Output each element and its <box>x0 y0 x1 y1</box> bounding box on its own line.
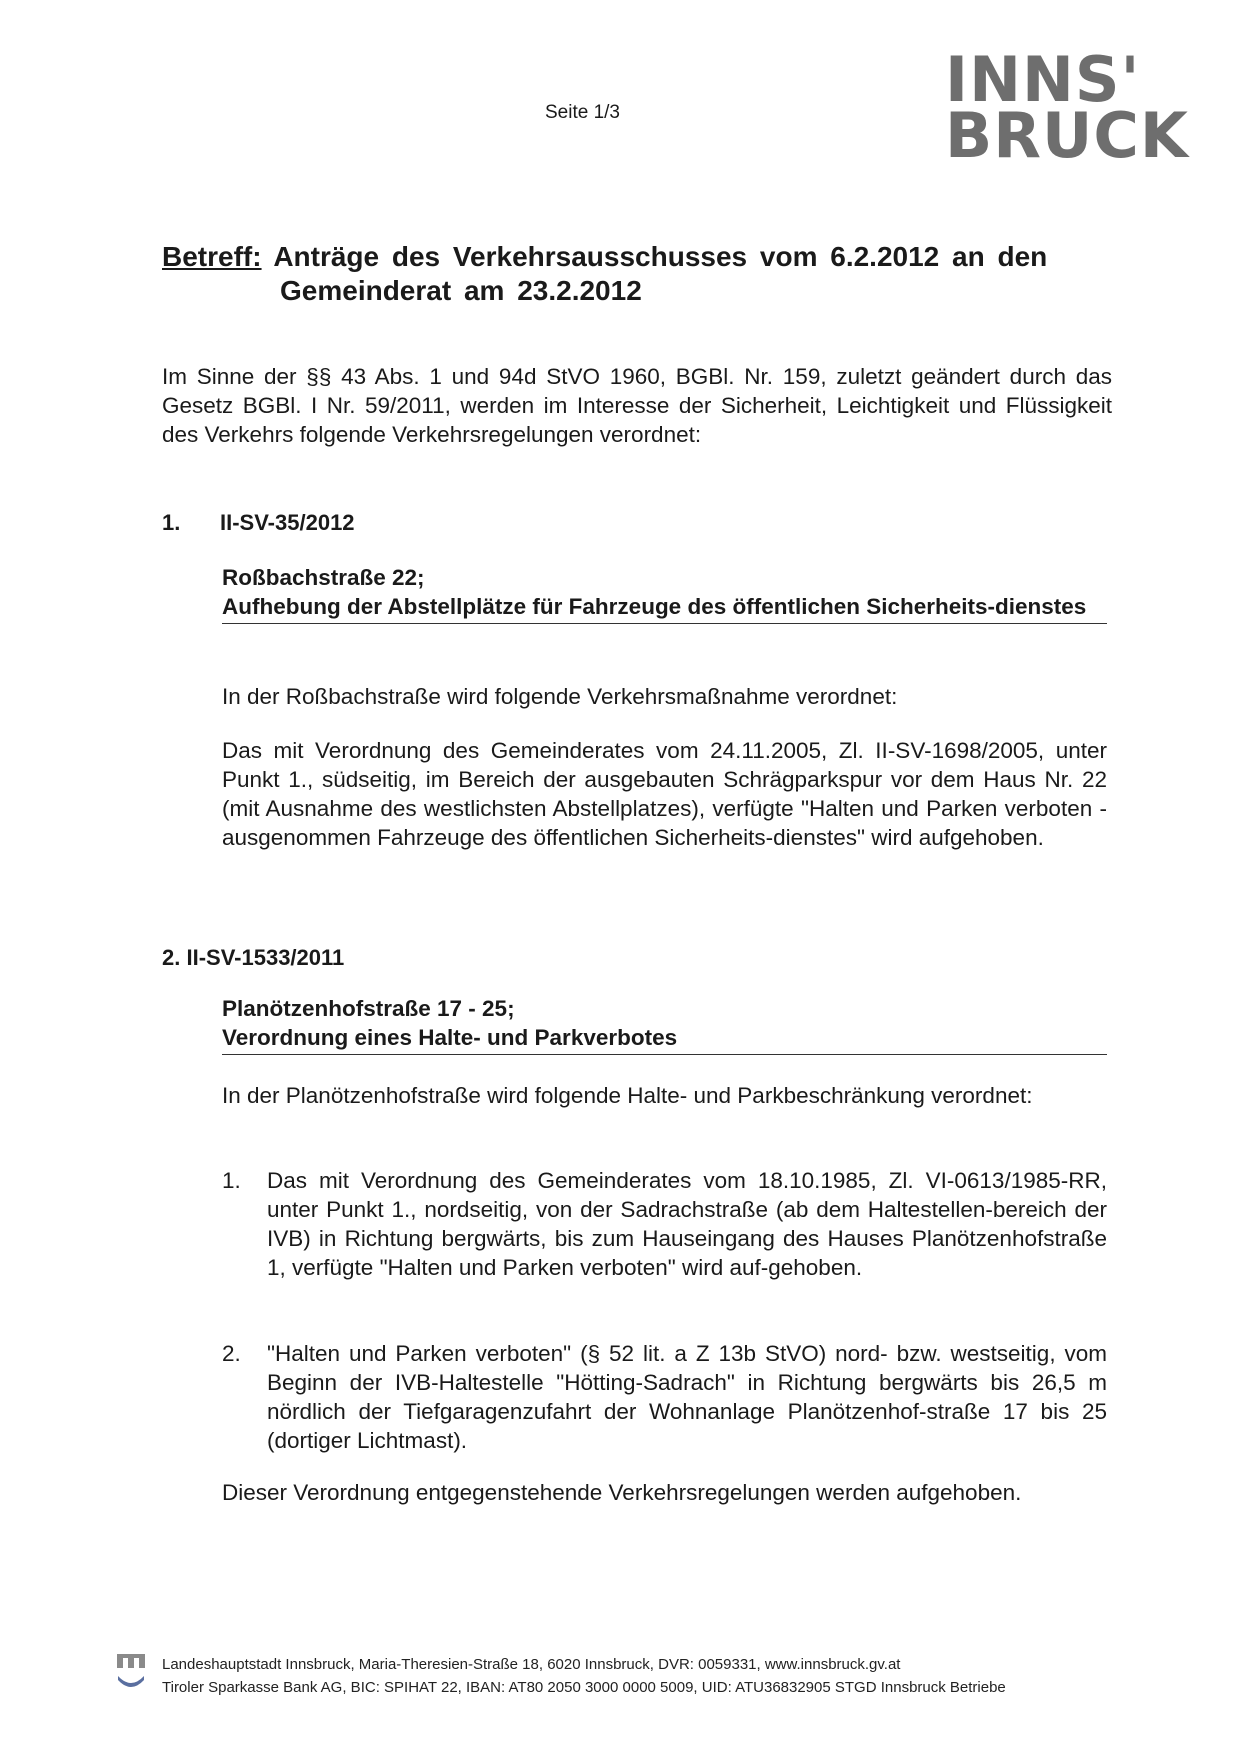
item-1-lead: In der Roßbachstraße wird folgende Verkehrsmaßnahme verordnet: <box>222 684 898 709</box>
logo-line-1: INNS' <box>945 43 1141 116</box>
city-emblem-icon <box>115 1652 147 1694</box>
item-1-title <box>222 563 1107 624</box>
item-2-code: II-SV-1533/2011 <box>186 945 345 970</box>
item-2-lead: In der Planötzenhofstraße wird folgende Halte- und Parkbeschränkung verordnet: <box>222 1083 1033 1108</box>
subitem-2-text: "Halten und Parken verboten" (§ 52 lit. a Z 13b StVO) nord- bzw. westseitig, vom Beginn der IVB-Haltestelle "Hötting-Sadrach" in Richtung bergwärts bis 26,5 m nördlich der Tiefgaragenzufahrt der Wohnanlage Planötzenhof-straße 17 bis 25 (dortiger Lichtmast). <box>267 1341 1107 1453</box>
item-1-text: Das mit Verordnung des Gemeinderates vom 24.11.2005, Zl. II-SV-1698/2005, unter Punkt 1., südseitig, im Bereich der ausgebauten Schrägparkspur vor dem Haus Nr. 22 (mit Ausnahme des westlichsten Abstellplatzes), verfügte "Halten und Parken verboten - ausgenommen Fahrzeuge des öffentlichen Sicherheits-dienstes" wird aufgehoben. <box>222 738 1107 850</box>
item-1-code: II-SV-35/2012 <box>220 510 355 535</box>
item-2-title <box>222 994 1107 1055</box>
footer <box>162 1653 1006 1699</box>
subject-line-1: Anträge des Verkehrsausschusses vom 6.2.2012 an den <box>273 241 1048 272</box>
item-2-heading <box>162 945 344 971</box>
intro-paragraph: Im Sinne der §§ 43 Abs. 1 und 94d StVO 1960, BGBl. Nr. 159, zuletzt geändert durch das Gesetz BGBl. I Nr. 59/2011, werden im Interesse der Sicherheit, Leichtigkeit und Flüssigkeit des Verkehrs folgende Verkehrsregelungen verordnet: <box>162 364 1112 447</box>
subject-label: Betreff: <box>162 241 262 272</box>
subitem-2-number: 2. <box>222 1341 241 1366</box>
subject-line-2: Gemeinderat am 23.2.2012 <box>280 275 642 306</box>
item-2-number: 2. <box>162 945 181 970</box>
closing-statement: Dieser Verordnung entgegenstehende Verkehrsregelungen werden aufgehoben. <box>222 1480 1022 1505</box>
subitem-1-text: Das mit Verordnung des Gemeinderates vom 18.10.1985, Zl. VI-0613/1985-RR, unter Punkt 1., nordseitig, von der Sadrachstraße (ab dem Haltestellen-bereich der IVB) in Richtung bergwärts, bis zum Hauseingang des Hauses Planötzenhofstraße 1, verfügte "Halten und Parken verboten" wird auf-gehoben. <box>267 1168 1107 1280</box>
subitem-1-number: 1. <box>222 1168 241 1193</box>
item-1-number: 1. <box>162 510 181 535</box>
subject-heading <box>162 240 1112 308</box>
item-1-title-line-1: Roßbachstraße 22; <box>222 565 425 590</box>
footer-line-2: Tiroler Sparkasse Bank AG, BIC: SPIHAT 22, IBAN: AT80 2050 3000 0000 5009, UID: ATU36832905 STGD Innsbruck Betriebe <box>162 1679 1006 1696</box>
item-1-heading <box>162 510 355 536</box>
footer-line-1: Landeshauptstadt Innsbruck, Maria-Theresien-Straße 18, 6020 Innsbruck, DVR: 0059331, www.innsbruck.gv.at <box>162 1656 901 1673</box>
logo-line-2: BRUCK <box>945 99 1189 172</box>
item-2-subitem-2 <box>222 1339 1107 1455</box>
page-number: Seite 1/3 <box>545 102 620 123</box>
item-2-title-line-2: Verordnung eines Halte- und Parkverbotes <box>222 1025 678 1050</box>
item-2-subitem-1 <box>222 1166 1107 1282</box>
innsbruck-logo <box>945 43 1190 172</box>
item-2-title-line-1: Planötzenhofstraße 17 - 25; <box>222 996 515 1021</box>
item-1-title-line-2: Aufhebung der Abstellplätze für Fahrzeuge des öffentlichen Sicherheits-dienstes <box>222 594 1087 619</box>
